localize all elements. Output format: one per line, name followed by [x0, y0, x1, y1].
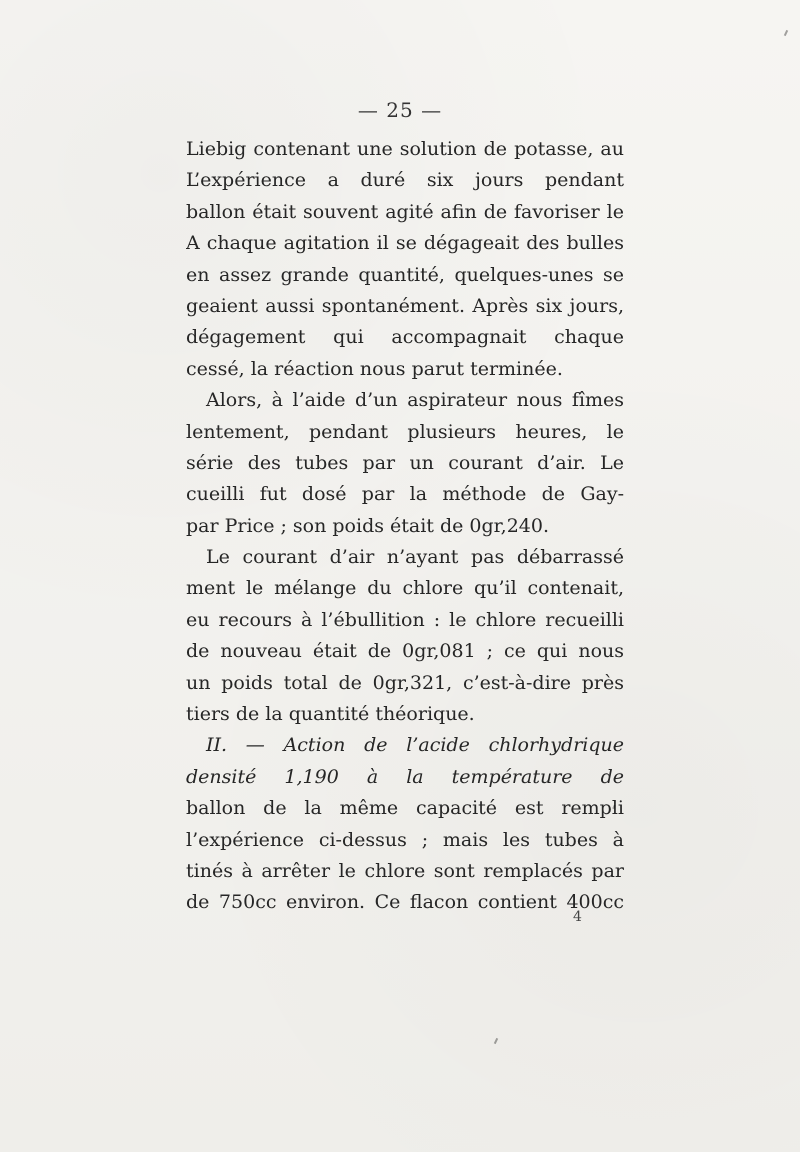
text-line: L’expérience a duré six jours pendant [186, 169, 624, 192]
paragraph-2 [186, 385, 624, 542]
text-line: densité 1,190 à la température de [186, 765, 624, 788]
paragraph-4 [186, 730, 624, 918]
scan-speck [784, 30, 788, 36]
text-line: ballon était souvent agité afin de favoriser le [186, 200, 624, 223]
text-line: en assez grande quantité, quelques-unes se [186, 263, 624, 286]
text-line: ballon de la même capacité est rempli [186, 797, 624, 820]
text-line: l’expérience ci-dessus ; mais les tubes à [186, 828, 624, 851]
text-line: A chaque agitation il se dégageait des bulles [186, 232, 624, 255]
text-line: Alors, à l’aide d’un aspirateur nous fîmes [206, 389, 624, 412]
text-line: de 750cc environ. Ce flacon contient 400cc [186, 891, 624, 914]
text-line: Liebig contenant une solution de potasse, au [186, 138, 624, 160]
text-line: tinés à arrêter le chlore sont remplacés par [186, 859, 624, 882]
text-line: cueilli fut dosé par la méthode de Gay- [186, 483, 624, 506]
text-line: II. — Action de l’acide chlorhydrique [206, 734, 624, 757]
text-line: ment le mélange du chlore qu’il contenait, [186, 577, 624, 600]
scan-speck [494, 1038, 498, 1044]
paragraph-3 [186, 542, 624, 730]
text-line: lentement, pendant plusieurs heures, le [186, 420, 624, 443]
text-line: eu recours à l’ébullition : le chlore recueilli [186, 608, 624, 631]
text-line: cessé, la réaction nous parut terminée. [186, 357, 563, 380]
page-number: — 25 — [357, 98, 443, 122]
body-text [186, 134, 624, 919]
text-line: de nouveau était de 0gr,081 ; ce qui nous [186, 640, 624, 663]
text-line: geaient aussi spontanément. Après six jours, [186, 294, 624, 317]
text-line: un poids total de 0gr,321, c’est-à-dire près [186, 671, 624, 694]
signature-mark: 4 [573, 909, 582, 925]
text-line: série des tubes par un courant d’air. Le [186, 451, 624, 474]
paragraph-1 [186, 134, 624, 385]
text-line: par Price ; son poids était de 0gr,240. [186, 514, 550, 537]
text-line: dégagement qui accompagnait chaque [186, 326, 624, 349]
text-line: tiers de la quantité théorique. [186, 703, 475, 726]
text-line: Le courant d’air n’ayant pas débarrassé [206, 546, 624, 569]
